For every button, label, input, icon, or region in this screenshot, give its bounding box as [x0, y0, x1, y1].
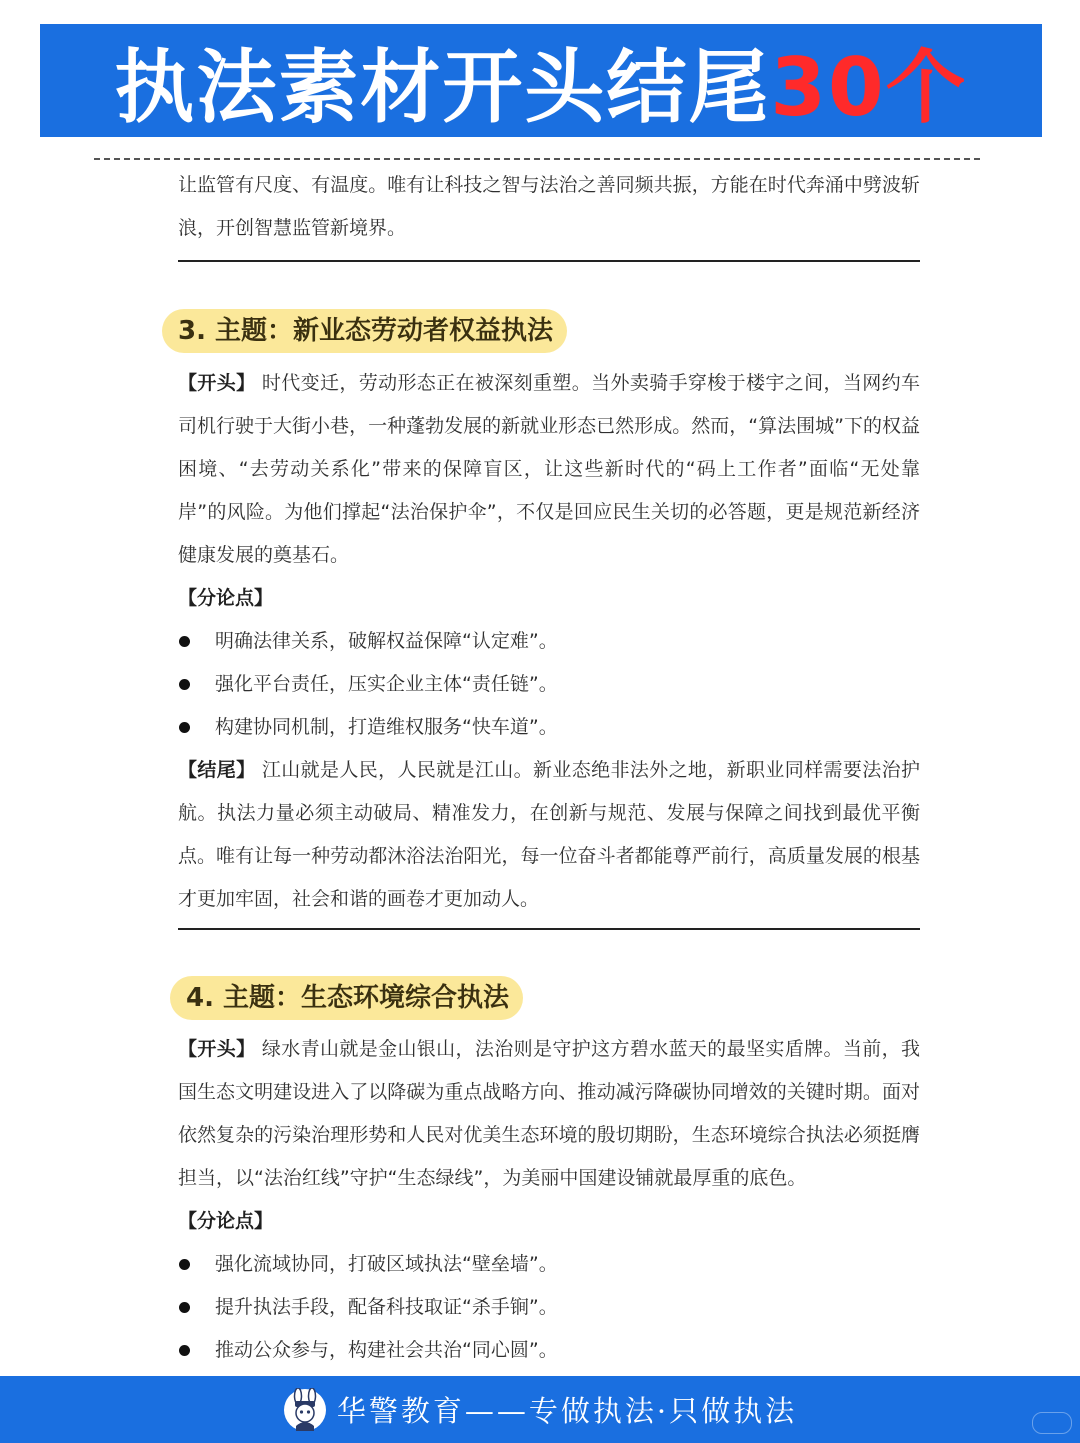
list-item: 强化平台责任，压实企业主体“责任链”。 — [178, 663, 920, 706]
opening-label: 【开头】 — [178, 1038, 256, 1060]
page-title: 执法素材开头结尾 — [114, 41, 771, 134]
footer-text: 华警教育——专做执法·只做执法 — [336, 1394, 798, 1428]
previous-ending-text: 让监管有尺度、有温度。唯有让科技之智与法治之善同频共振，方能在时代奔涌中劈波斩浪，开创智慧监管新境界。 — [178, 174, 920, 239]
ending-text: 江山就是人民，人民就是江山。新业态绝非法外之地，新职业同样需要法治护航。执法力量必须主动破局、精准发力，在创新与规范、发展与保障之间找到最优平衡点。唯有让每一种劳动都沐浴法治阳光，每一位奋斗者都能尊严前行，高质量发展的根基才更加牢固，社会和谐的画卷才更加动人。 — [178, 759, 920, 910]
watermark-badge — [1032, 1412, 1072, 1434]
footer-bar — [0, 1376, 1080, 1443]
list-item: 构建协同机制，打造维权服务“快车道”。 — [178, 706, 920, 749]
section-divider — [178, 928, 920, 930]
opening-text: 时代变迁，劳动形态正在被深刻重塑。当外卖骑手穿梭于楼宇之间，当网约车司机行驶于大街小巷，一种蓬勃发展的新就业形态已然形成。然而，“算法围城”下的权益困境、“去劳动关系化”带来的保障盲区，让这些新时代的“码上工作者”面临“无处靠岸”的风险。为他们撑起“法治保护伞”，不仅是回应民生关切的必答题，更是规范新经济健康发展的奠基石。 — [178, 372, 920, 566]
section-4-opening — [178, 1028, 920, 1200]
section-3-title: 3. 主题：新业态劳动者权益执法 — [162, 309, 567, 353]
police-mascot-icon — [283, 1388, 327, 1432]
opening-text: 绿水青山就是金山银山，法治则是守护这方碧水蓝天的最坚实盾牌。当前，我国生态文明建设进入了以降碳为重点战略方向、推动减污降碳协同增效的关键时期。面对依然复杂的污染治理形势和人民对优美生态环境的殷切期盼，生态环境综合执法必须挺膺担当，以“法治红线”守护“生态绿线”，为美丽中国建设铺就最厚重的底色。 — [178, 1038, 920, 1189]
page-title-accent: 30个 — [770, 41, 968, 134]
section-3-points — [178, 620, 920, 749]
opening-label: 【开头】 — [178, 372, 256, 394]
section-4-body — [178, 1028, 920, 1372]
list-item: 明确法律关系，破解权益保障“认定难”。 — [178, 620, 920, 663]
previous-section-tail — [178, 164, 920, 250]
section-3-opening — [178, 362, 920, 577]
title-banner — [40, 24, 1042, 137]
section-divider — [178, 260, 920, 262]
points-label: 【分论点】 — [178, 1210, 274, 1232]
section-3-body — [178, 362, 920, 921]
section-4-points — [178, 1243, 920, 1372]
dashed-divider — [94, 158, 980, 160]
section-3-ending — [178, 749, 920, 921]
ending-label: 【结尾】 — [178, 759, 256, 781]
list-item: 强化流域协同，打破区域执法“壁垒墙”。 — [178, 1243, 920, 1286]
points-label: 【分论点】 — [178, 587, 274, 609]
list-item: 推动公众参与，构建社会共治“同心圆”。 — [178, 1329, 920, 1372]
section-4-title: 4. 主题：生态环境综合执法 — [170, 976, 523, 1020]
list-item: 提升执法手段，配备科技取证“杀手锏”。 — [178, 1286, 920, 1329]
